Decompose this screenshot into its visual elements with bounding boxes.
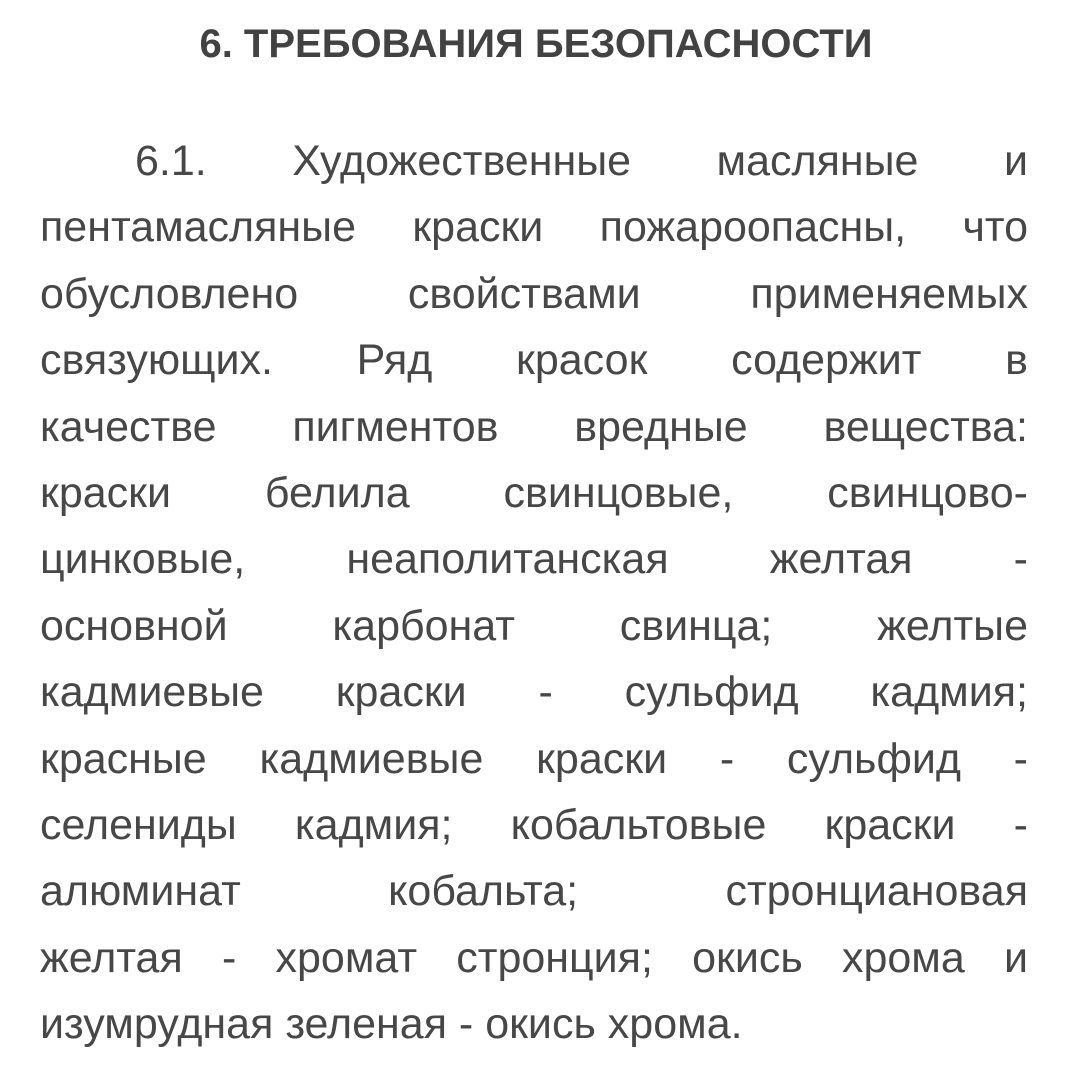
paragraph-line: селениды кадмия; кобальтовые краски - — [40, 800, 1028, 849]
paragraph-line: обусловлено свойствами применяемых — [40, 269, 1028, 318]
paragraph-line: краски белила свинцовые, свинцово- — [40, 468, 1028, 517]
paragraph-line: основной карбонат свинца; желтые — [40, 601, 1028, 650]
paragraph-line: красные кадмиевые краски - сульфид - — [40, 734, 1028, 783]
paragraph-line: качестве пигментов вредные вещества: — [40, 402, 1028, 451]
section-heading: 6. ТРЕБОВАНИЯ БЕЗОПАСНОСТИ — [199, 22, 873, 66]
paragraph-line: желтая - хромат стронция; окись хрома и — [40, 933, 1028, 982]
paragraph-line: пентамасляные краски пожароопасны, что — [40, 203, 1028, 252]
paragraph-line: кадмиевые краски - сульфид кадмия; — [40, 668, 1028, 717]
section-paragraph — [40, 128, 1028, 1057]
paragraph-line: цинковые, неаполитанская желтая - — [40, 535, 1028, 584]
paragraph-line: изумрудная зеленая - окись хрома. — [40, 1000, 743, 1049]
paragraph-line: 6.1. Художественные масляные и — [135, 137, 1028, 185]
paragraph-line: связующих. Ряд красок содержит в — [40, 336, 1028, 385]
paragraph-line: алюминат кобальта; стронциановая — [40, 867, 1028, 916]
